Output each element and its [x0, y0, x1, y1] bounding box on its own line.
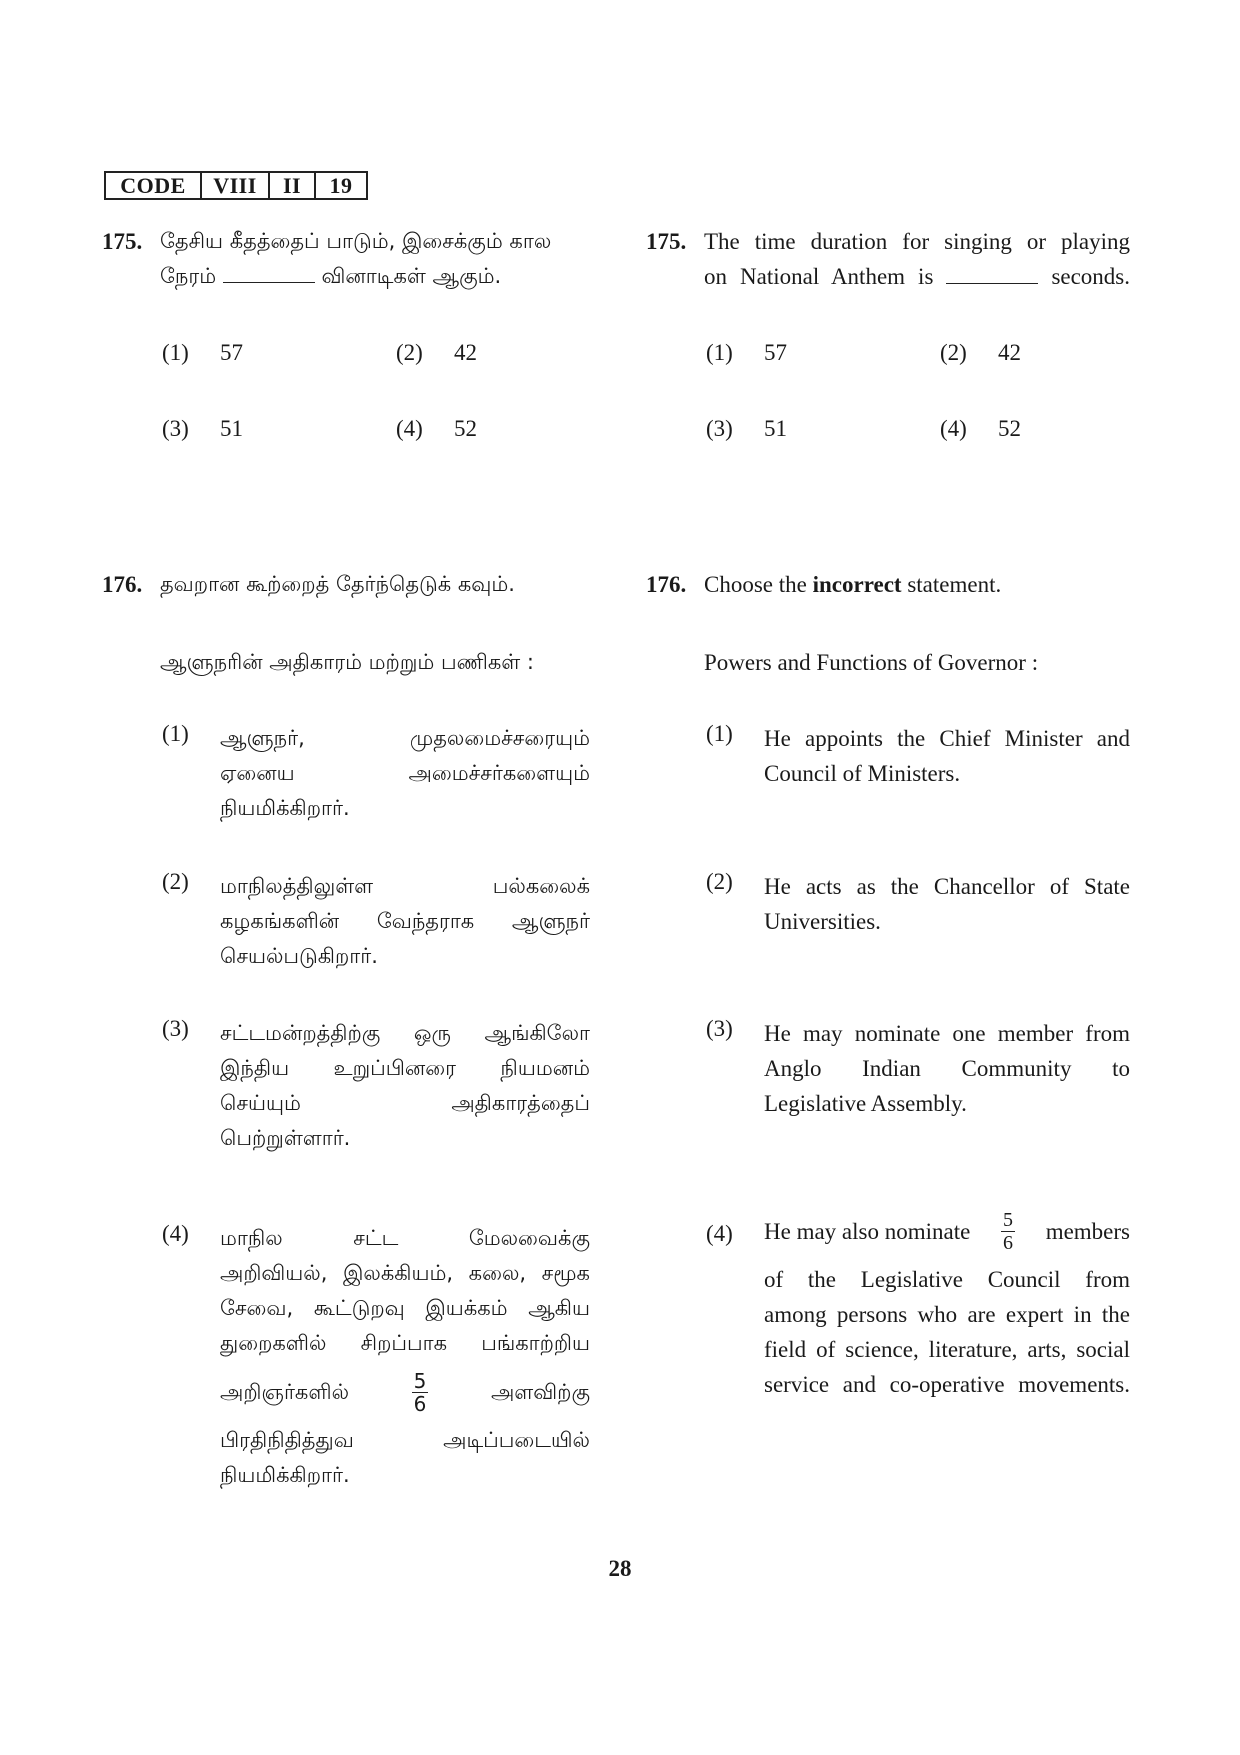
- q175-english-blank: [946, 263, 1038, 284]
- q176-english-opt4-text: [764, 1200, 1130, 1402]
- q176-tamil-opt4-frac-post: அளவிற்கு: [490, 1379, 590, 1404]
- q176-english-opt2-line2: Universities.: [764, 909, 881, 934]
- q176-english-opt1-label: (1): [706, 721, 733, 746]
- q176-tamil-opt1-line3: நியமிக்கிறார்.: [220, 796, 350, 820]
- q176-english-opt4-frac-post: members: [1045, 1218, 1130, 1244]
- q175-english-opt1-value: 57: [764, 340, 787, 365]
- q176-english-opt3-text: [764, 1016, 1130, 1121]
- q175-english-line1: The time duration for singing or playing: [704, 229, 1130, 254]
- fraction-numerator-english: 5: [1003, 1208, 1013, 1231]
- q176-english-opt4-line3: field of science, literature, arts, social: [764, 1337, 1130, 1362]
- q175-english-opt1-label: (1): [706, 340, 733, 365]
- q175-tamil-blank: [223, 262, 315, 283]
- q176-number-english: 176.: [646, 572, 687, 597]
- q175-tamil-opt4-value: 52: [454, 416, 477, 441]
- q176-english-opt4-line4: service and co-operative movements.: [764, 1372, 1130, 1397]
- q176-tamil-opt4-line2: அறிவியல், இலக்கியம், கலை, சமூக: [220, 1261, 590, 1285]
- q176-tamil-opt1-text: [220, 721, 590, 826]
- q176-english-opt4-fraction-line: [764, 1200, 1130, 1262]
- q176-english-opt4-frac-pre: He may also nominate: [764, 1218, 971, 1244]
- q176-tamil-opt4-tail1: பிரதிநிதித்துவ அடிப்படையில்: [220, 1428, 590, 1452]
- q176-tamil-opt1-label: (1): [162, 721, 189, 746]
- q176-english-title-post: statement.: [907, 572, 1002, 597]
- code-box: [104, 171, 368, 200]
- q175-tamil-opt1-value: 57: [220, 340, 243, 365]
- q176-english-opt3-line2: Anglo Indian Community to: [764, 1056, 1130, 1081]
- q176-tamil-opt3-label: (3): [162, 1016, 189, 1041]
- q176-english-opt3-label: (3): [706, 1016, 733, 1041]
- q176-tamil-opt1-line1: ஆளுநர், முதலமைச்சரையும்: [220, 726, 590, 750]
- q176-tamil-opt2-text: [220, 869, 590, 974]
- q176-tamil-opt2-line1: மாநிலத்திலுள்ள பல்கலைக்: [220, 874, 590, 898]
- q176-tamil-opt1-line2: ஏனைய அமைச்சர்களையும்: [220, 761, 590, 785]
- fraction-numerator: 5: [413, 1368, 427, 1393]
- q176-tamil-opt4-line1: மாநில சட்ட மேலவைக்கு: [220, 1226, 590, 1250]
- q176-tamil-opt3-line2: இந்திய உறுப்பினரை நியமனம்: [220, 1056, 590, 1080]
- fraction-five-sixths-english: [1001, 1209, 1015, 1254]
- q176-tamil-opt2-line2: கழகங்களின் வேந்தராக ஆளுநர்: [220, 909, 590, 933]
- q175-tamil-opt3-label: (3): [162, 416, 189, 441]
- q176-tamil-opt4-text: [220, 1221, 590, 1493]
- q176-english-title-pre: Choose the: [704, 572, 807, 597]
- q176-tamil-subtitle: ஆளுநரின் அதிகாரம் மற்றும் பணிகள் :: [160, 650, 534, 674]
- q175-tamil-line1: தேசிய கீதத்தைப் பாடும், இசைக்கும் கால: [160, 229, 552, 253]
- q175-english-line2-post: seconds.: [1051, 264, 1131, 289]
- q176-english-title-bold: incorrect: [812, 572, 902, 597]
- q176-tamil-opt4-tail2: நியமிக்கிறார்.: [220, 1463, 350, 1487]
- q176-english-opt4-line2: among persons who are expert in the: [764, 1302, 1130, 1327]
- q176-number-tamil: 176.: [102, 572, 143, 597]
- q176-english-opt2-line1: He acts as the Chancellor of State: [764, 874, 1130, 899]
- page-number: 28: [608, 1556, 632, 1581]
- q176-tamil-opt4-label: (4): [162, 1221, 189, 1246]
- q176-english-opt2-text: [764, 869, 1130, 939]
- q175-tamil-line2-post: வினாடிகள் ஆகும்.: [321, 264, 502, 288]
- q175-tamil-opt3-value: 51: [220, 416, 243, 441]
- q176-english-opt4-line1: of the Legislative Council from: [764, 1267, 1130, 1292]
- code-label: CODE: [106, 173, 202, 198]
- q176-tamil-opt4-fraction-line: [220, 1361, 590, 1423]
- q176-english-opt1-text: [764, 721, 1130, 791]
- fraction-denominator-english: 6: [1003, 1231, 1013, 1254]
- q175-english-opt2-value: 42: [998, 340, 1021, 365]
- q176-tamil-opt4-line3: சேவை, கூட்டுறவு இயக்கம் ஆகிய: [220, 1296, 590, 1320]
- q175-english-opt3-value: 51: [764, 416, 787, 441]
- q175-english-question: [704, 224, 1130, 294]
- q175-english-opt2-label: (2): [940, 340, 967, 365]
- q175-english-opt3-label: (3): [706, 416, 733, 441]
- q176-tamil-opt4-frac-pre: அறிஞர்களில்: [220, 1379, 350, 1404]
- q175-tamil-opt4-label: (4): [396, 416, 423, 441]
- q176-english-subtitle: Powers and Functions of Governor :: [704, 650, 1039, 675]
- q175-number-tamil: 175.: [102, 229, 143, 254]
- q176-tamil-opt3-line3: செய்யும் அதிகாரத்தைப்: [220, 1091, 590, 1115]
- q175-english-line2: [704, 259, 1130, 294]
- q176-english-opt2-label: (2): [706, 869, 733, 894]
- q176-english-opt3-line3: Legislative Assembly.: [764, 1091, 967, 1116]
- q175-english-opt4-label: (4): [940, 416, 967, 441]
- fraction-five-sixths: [412, 1370, 429, 1415]
- q176-tamil-opt4-line4: துறைகளில் சிறப்பாக பங்காற்றிய: [220, 1331, 590, 1355]
- q175-tamil-opt2-value: 42: [454, 340, 477, 365]
- q175-tamil-line2-pre: நேரம்: [160, 264, 217, 288]
- q175-tamil-line2: [160, 259, 590, 294]
- fraction-denominator: 6: [413, 1391, 427, 1416]
- q175-english-opt4-value: 52: [998, 416, 1021, 441]
- q176-tamil-opt2-label: (2): [162, 869, 189, 894]
- q176-tamil-opt3-text: [220, 1016, 590, 1156]
- code-part-2: II: [270, 173, 316, 198]
- q176-tamil-title: தவறான கூற்றைத் தேர்ந்தெடுக் கவும்.: [160, 572, 515, 596]
- q176-tamil-opt3-line1: சட்டமன்றத்திற்கு ஒரு ஆங்கிலோ: [220, 1021, 590, 1045]
- q175-number-english: 175.: [646, 229, 687, 254]
- q176-tamil-opt3-line4: பெற்றுள்ளார்.: [220, 1126, 351, 1150]
- q176-english-opt4-label: (4): [706, 1221, 733, 1246]
- q175-tamil-opt2-label: (2): [396, 340, 423, 365]
- q175-english-line2-pre: on National Anthem is: [704, 264, 934, 289]
- q176-english-opt1-line2: Council of Ministers.: [764, 761, 961, 786]
- code-part-1: VIII: [202, 173, 270, 198]
- q176-english-title: [704, 567, 1130, 602]
- q175-tamil-opt1-label: (1): [162, 340, 189, 365]
- q176-english-opt1-line1: He appoints the Chief Minister and: [764, 726, 1130, 751]
- q176-tamil-opt2-line3: செயல்படுகிறார்.: [220, 944, 378, 968]
- q176-english-opt3-line1: He may nominate one member from: [764, 1021, 1130, 1046]
- q175-tamil-question: [160, 224, 590, 294]
- code-part-3: 19: [329, 172, 353, 198]
